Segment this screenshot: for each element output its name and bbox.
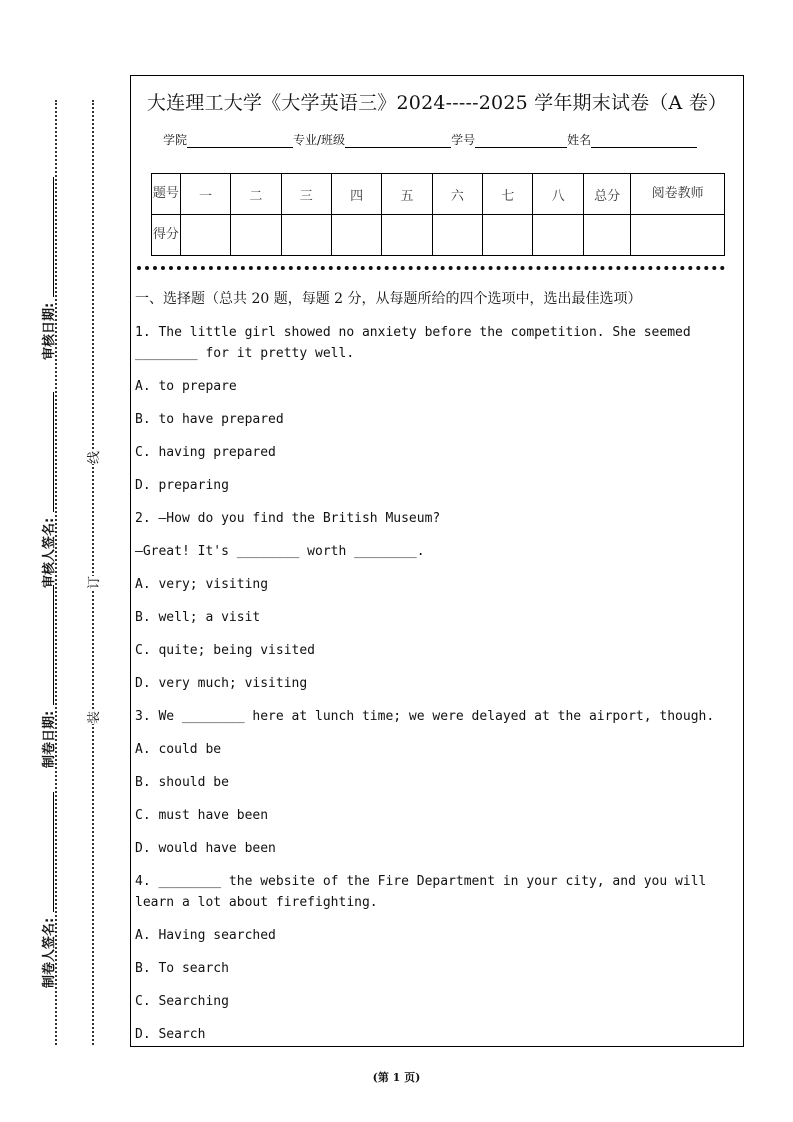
name-blank[interactable] <box>591 135 697 148</box>
question-text: 4. ________ the website of the Fire Department in your city, and you will learn a lot about firefighting. <box>135 874 707 910</box>
page-number: (第 1 页) <box>372 1071 421 1084</box>
question-1 <box>135 322 741 496</box>
score-col-header: 八 <box>533 174 583 215</box>
reviewer-sign-blank[interactable] <box>41 392 54 512</box>
major-blank[interactable] <box>345 135 451 148</box>
score-cell[interactable] <box>382 215 432 256</box>
maker-date-blank[interactable] <box>41 585 54 705</box>
exam-paper-frame <box>130 75 744 1047</box>
question-3 <box>135 706 741 859</box>
name-label: 姓名 <box>567 133 592 147</box>
student-id-label: 学号 <box>451 133 476 147</box>
option: A. very; visiting <box>135 577 269 592</box>
student-info-row <box>163 131 697 148</box>
maker-date-label: 制卷日期: <box>42 710 57 768</box>
score-col-header: 一 <box>180 174 230 215</box>
option: C. must have been <box>135 808 269 823</box>
option: C. quite; being visited <box>135 643 316 658</box>
reviewer-date-field <box>38 177 57 360</box>
score-cell[interactable] <box>231 215 281 256</box>
major-label: 专业/班级 <box>293 133 346 147</box>
score-col-header: 五 <box>382 174 432 215</box>
section-title: 一、选择题（总共 20 题，每题 2 分，从每题所给的四个选项中，选出最佳选项） <box>135 291 642 307</box>
reviewer-date-blank[interactable] <box>41 177 54 297</box>
score-cell[interactable] <box>483 215 533 256</box>
option: C. having prepared <box>135 445 276 460</box>
student-id-blank[interactable] <box>475 135 567 148</box>
score-cell[interactable] <box>281 215 331 256</box>
question-text: 1. The little girl showed no anxiety before the competition. She seemed ________ for it pretty well. <box>135 325 691 361</box>
grader-header: 阅卷教师 <box>631 174 725 215</box>
option: A. to prepare <box>135 379 237 394</box>
option: B. should be <box>135 775 229 790</box>
binding-order-char: 订 <box>83 576 102 589</box>
option: B. to have prepared <box>135 412 284 427</box>
option: D. would have been <box>135 841 276 856</box>
score-table <box>151 173 725 256</box>
option: A. Having searched <box>135 928 276 943</box>
college-label: 学院 <box>163 133 188 147</box>
total-score-cell[interactable] <box>583 215 630 256</box>
option: B. To search <box>135 961 229 976</box>
total-score-header: 总分 <box>583 174 630 215</box>
binding-line-char: 线 <box>83 451 102 464</box>
score-table-header-row <box>152 174 725 215</box>
score-row-header: 得分 <box>152 215 181 256</box>
score-cell[interactable] <box>432 215 482 256</box>
score-col-header: 六 <box>432 174 482 215</box>
option: A. could be <box>135 742 222 757</box>
maker-sign-field <box>38 792 57 988</box>
question-text: 2. —How do you find the British Museum? <box>135 511 441 526</box>
binding-install-char: 装 <box>83 711 102 724</box>
score-cell[interactable] <box>180 215 230 256</box>
binding-dotted-line <box>92 100 94 1045</box>
section-divider <box>137 266 725 270</box>
score-cell[interactable] <box>331 215 381 256</box>
college-blank[interactable] <box>187 135 293 148</box>
option: C. Searching <box>135 994 229 1009</box>
option: D. Search <box>135 1027 206 1042</box>
score-col-header: 七 <box>483 174 533 215</box>
question-text-reply: —Great! It's ________ worth ________. <box>135 544 425 559</box>
option: D. very much; visiting <box>135 676 308 691</box>
reviewer-sign-label: 审核人签名: <box>42 517 57 588</box>
reviewer-date-label: 审核日期: <box>42 302 57 360</box>
question-content <box>135 288 741 1057</box>
option: B. well; a visit <box>135 610 261 625</box>
reviewer-sign-field <box>38 392 57 588</box>
exam-title: 大连理工大学《大学英语三》2024-----2025 学年期末试卷（A 卷） <box>146 92 728 114</box>
maker-date-field <box>38 585 57 768</box>
question-2 <box>135 508 741 694</box>
grader-cell[interactable] <box>631 215 725 256</box>
score-table-score-row <box>152 215 725 256</box>
score-col-header: 四 <box>331 174 381 215</box>
score-col-header: 三 <box>281 174 331 215</box>
score-cell[interactable] <box>533 215 583 256</box>
maker-sign-label: 制卷人签名: <box>42 917 57 988</box>
option: D. preparing <box>135 478 229 493</box>
maker-sign-blank[interactable] <box>41 792 54 912</box>
question-4 <box>135 871 741 1045</box>
question-text: 3. We ________ here at lunch time; we were delayed at the airport, though. <box>135 709 715 724</box>
question-number-header: 题号 <box>152 174 181 215</box>
score-col-header: 二 <box>231 174 281 215</box>
